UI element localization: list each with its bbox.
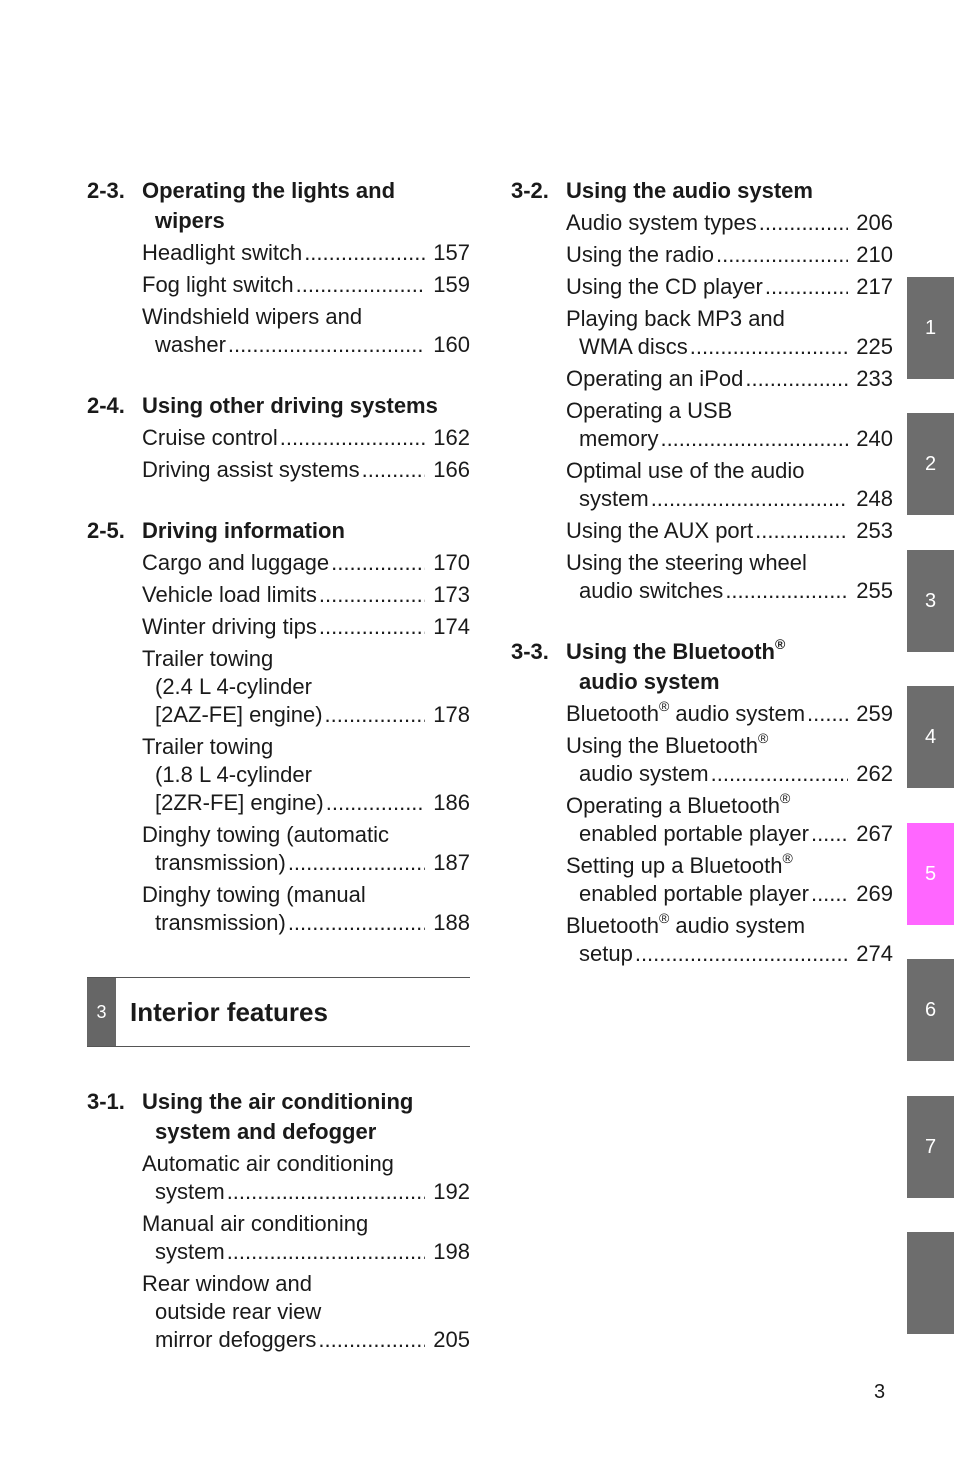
toc-entry-line: Driving assist systems ..... 166	[142, 456, 470, 484]
leader-dots	[811, 880, 848, 908]
toc-entry-line: Setting up a Bluetooth®	[566, 849, 793, 878]
toc-entry[interactable]	[566, 305, 893, 361]
leader-dots	[635, 940, 848, 968]
toc-entry-line: washer ..... 160	[142, 331, 470, 359]
toc-entry-line: setup ..... 274	[566, 940, 893, 968]
leader-dots	[228, 331, 425, 359]
right-sections	[511, 176, 893, 968]
toc-page-number: 255	[856, 578, 893, 603]
toc-section	[87, 516, 470, 937]
toc-entry[interactable]	[142, 1210, 470, 1266]
toc-page-number: 192	[433, 1179, 470, 1204]
toc-entry[interactable]	[566, 849, 893, 908]
toc-entry-line: Manual air conditioning	[142, 1211, 369, 1236]
toc-page-number: 205	[433, 1327, 470, 1352]
section-heading[interactable]	[511, 176, 893, 206]
toc-entry[interactable]	[142, 645, 470, 729]
toc-entry-line: audio system ..... 262	[566, 760, 893, 788]
leader-dots	[318, 1326, 425, 1354]
toc-entry-line: audio switches ..... 255	[566, 577, 893, 605]
toc-entry-line: Playing back MP3 and	[566, 306, 785, 331]
section-number: 3-3.	[511, 639, 549, 664]
toc-entry-line: Using the CD player ..... 217	[566, 273, 893, 301]
toc-entry[interactable]	[566, 397, 893, 453]
leader-dots	[331, 549, 425, 577]
section-title: Operating the lights and wipers	[142, 178, 396, 233]
toc-entry-line: Fog light switch ..... 159	[142, 271, 470, 299]
toc-entry-line: Windshield wipers and	[142, 304, 363, 329]
section-title: Using the Bluetooth® audio system	[566, 635, 786, 694]
chapter-tab-6[interactable]: 6	[907, 959, 954, 1061]
section-heading[interactable]	[511, 637, 893, 697]
section-number: 2-3.	[87, 178, 125, 203]
leader-dots	[304, 239, 425, 267]
toc-page-number: 233	[856, 366, 893, 391]
toc-page-number: 248	[856, 486, 893, 511]
toc-page-number: 253	[856, 518, 893, 543]
toc-entry-line: system ..... 248	[566, 485, 893, 513]
toc-entry[interactable]	[566, 549, 893, 605]
chapter-tab-7[interactable]: 7	[907, 1096, 954, 1198]
leader-dots	[660, 425, 848, 453]
toc-section	[87, 1087, 470, 1354]
toc-entry-line: Winter driving tips ..... 174	[142, 613, 470, 641]
left-sections	[87, 176, 470, 937]
leader-dots	[755, 517, 848, 545]
toc-entry-line: Operating an iPod ..... 233	[566, 365, 893, 393]
toc-section	[87, 391, 470, 484]
toc-page-number: 166	[433, 457, 470, 482]
toc-entry[interactable]	[566, 241, 893, 269]
toc-entry-line: Using the Bluetooth®	[566, 729, 769, 758]
toc-entry-line: Dinghy towing (manual	[142, 882, 366, 907]
toc-page-number: 210	[856, 242, 893, 267]
toc-page-number: 269	[856, 881, 893, 906]
toc-page-number: 217	[856, 274, 893, 299]
section-heading[interactable]	[87, 1087, 470, 1147]
leader-dots	[711, 760, 849, 788]
chapter-tab-2[interactable]: 2	[907, 413, 954, 515]
leader-dots	[759, 209, 849, 237]
chapter-tab-4[interactable]: 4	[907, 686, 954, 788]
toc-page-number: 198	[433, 1239, 470, 1264]
toc-entry-line: Headlight switch ..... 157	[142, 239, 470, 267]
toc-entry-line: system ..... 198	[142, 1238, 470, 1266]
toc-entry-line: Bluetooth® audio system	[566, 909, 806, 938]
leader-dots	[296, 271, 426, 299]
toc-entry-line: system ..... 192	[142, 1178, 470, 1206]
toc-entry[interactable]	[142, 821, 470, 877]
toc-page-number: 188	[433, 910, 470, 935]
chapter-number: 3	[87, 978, 116, 1046]
toc-page-number: 262	[856, 761, 893, 786]
toc-entry-line: outside rear view	[155, 1299, 322, 1324]
toc-entry[interactable]	[142, 271, 470, 299]
chapter-tab-3[interactable]: 3	[907, 550, 954, 652]
toc-entry-line: Optimal use of the audio	[566, 458, 805, 483]
toc-entry[interactable]	[566, 517, 893, 545]
toc-entry[interactable]	[566, 909, 893, 968]
chapter-tab-index[interactable]	[907, 1232, 954, 1334]
toc-entry[interactable]	[142, 424, 470, 452]
toc-entry-line: transmission) ..... 188	[142, 909, 470, 937]
toc-entry-line: (2.4 L 4-cylinder	[155, 674, 312, 699]
section-title: Using other driving systems	[142, 393, 438, 418]
toc-page-number: 174	[433, 614, 470, 639]
toc-page-number: 173	[433, 582, 470, 607]
toc-page-number: 267	[856, 821, 893, 846]
page-number: 3	[874, 1381, 886, 1403]
leader-dots	[807, 700, 848, 728]
leader-dots	[227, 1238, 426, 1266]
toc-page-number: 157	[433, 240, 470, 265]
toc-entry[interactable]	[566, 273, 893, 301]
leader-dots	[227, 1178, 426, 1206]
toc-entry-line: Using the radio ..... 210	[566, 241, 893, 269]
toc-entry[interactable]	[142, 303, 470, 359]
toc-page-number: 240	[856, 426, 893, 451]
toc-entry-line: WMA discs ..... 225	[566, 333, 893, 361]
toc-entry-line: Vehicle load limits ..... 173	[142, 581, 470, 609]
toc-section	[511, 637, 893, 968]
toc-entry[interactable]	[142, 549, 470, 577]
section-heading[interactable]	[87, 391, 470, 421]
leader-dots	[765, 273, 848, 301]
toc-page-number: 170	[433, 550, 470, 575]
toc-entry-line: [2AZ-FE] engine) ..... 178	[142, 701, 470, 729]
toc-section	[87, 176, 470, 359]
toc-page-number: 160	[433, 332, 470, 357]
toc-entry-line: Cruise control ..... 162	[142, 424, 470, 452]
toc-entry-line: Operating a USB	[566, 398, 733, 423]
chapter-tab-1[interactable]: 1	[907, 277, 954, 379]
toc-entry-line: (1.8 L 4-cylinder	[155, 762, 312, 787]
left-sections-after	[87, 1087, 470, 1354]
leader-dots	[288, 849, 425, 877]
toc-entry[interactable]	[566, 697, 893, 728]
toc-entry-line: [2ZR-FE] engine) ..... 186	[142, 789, 470, 817]
toc-page-number: 162	[433, 425, 470, 450]
leader-dots	[716, 241, 848, 269]
leader-dots	[280, 424, 426, 452]
section-number: 3-2.	[511, 178, 549, 203]
leader-dots	[362, 456, 426, 484]
left-column	[87, 176, 470, 1386]
toc-entry-line: Using the steering wheel	[566, 550, 807, 575]
leader-dots	[319, 613, 425, 641]
toc-entry-line: Bluetooth® audio system ..... 259	[566, 700, 893, 728]
section-heading[interactable]	[87, 176, 470, 236]
toc-entry[interactable]	[142, 1150, 470, 1206]
leader-dots	[326, 789, 426, 817]
chapter-tab-5[interactable]: 5	[907, 823, 954, 925]
leader-dots	[651, 485, 849, 513]
right-column	[511, 176, 893, 1000]
toc-entry-line: enabled portable player ..... 267	[566, 820, 893, 848]
toc-entry[interactable]	[142, 733, 470, 817]
toc-entry-line: Trailer towing	[142, 734, 274, 759]
toc-entry[interactable]	[142, 881, 470, 937]
toc-entry-line: Operating a Bluetooth®	[566, 789, 791, 818]
leader-dots	[745, 365, 848, 393]
toc-entry[interactable]	[142, 1270, 470, 1354]
section-title: Using the air conditioning system and defogger	[142, 1089, 414, 1144]
toc-entry[interactable]	[142, 456, 470, 484]
toc-page-number: 187	[433, 850, 470, 875]
section-number: 3-1.	[87, 1089, 125, 1114]
toc-page-number: 178	[433, 702, 470, 727]
toc-entry-line: Rear window and	[142, 1271, 312, 1296]
toc-entry-line: Audio system types ..... 206	[566, 209, 893, 237]
toc-entry-line: memory ..... 240	[566, 425, 893, 453]
chapter-title: Interior features	[130, 996, 328, 1027]
section-number: 2-4.	[87, 393, 125, 418]
toc-entry[interactable]	[142, 239, 470, 267]
section-title: Using the audio system	[566, 178, 813, 203]
toc-page-number: 259	[856, 701, 893, 726]
toc-entry[interactable]	[566, 789, 893, 848]
toc-entry-line: Automatic air conditioning	[142, 1151, 394, 1176]
toc-entry[interactable]	[142, 613, 470, 641]
toc-entry[interactable]	[142, 581, 470, 609]
leader-dots	[690, 333, 848, 361]
toc-page-number: 225	[856, 334, 893, 359]
toc-entry-line: enabled portable player ..... 269	[566, 880, 893, 908]
leader-dots	[725, 577, 848, 605]
toc-entry-line: Dinghy towing (automatic	[142, 822, 390, 847]
toc-entry[interactable]	[566, 209, 893, 237]
leader-dots	[319, 581, 425, 609]
section-heading[interactable]	[87, 516, 470, 546]
toc-entry-line: Trailer towing	[142, 646, 274, 671]
toc-page-number: 186	[433, 790, 470, 815]
section-title: Driving information	[142, 518, 345, 543]
toc-entry[interactable]	[566, 365, 893, 393]
toc-page-number: 159	[433, 272, 470, 297]
toc-entry-line: Using the AUX port ..... 253	[566, 517, 893, 545]
toc-entry-line: mirror defoggers ..... 205	[142, 1326, 470, 1354]
toc-page-number: 274	[856, 941, 893, 966]
toc-entry[interactable]	[566, 729, 893, 788]
toc-entry[interactable]	[566, 457, 893, 513]
leader-dots	[288, 909, 425, 937]
toc-page-number: 206	[856, 210, 893, 235]
leader-dots	[811, 820, 848, 848]
chapter-banner[interactable]	[87, 977, 470, 1047]
toc-entry-line: transmission) ..... 187	[142, 849, 470, 877]
toc-section	[511, 176, 893, 605]
section-number: 2-5.	[87, 518, 125, 543]
toc-entry-line: Cargo and luggage ..... 170	[142, 549, 470, 577]
leader-dots	[325, 701, 426, 729]
